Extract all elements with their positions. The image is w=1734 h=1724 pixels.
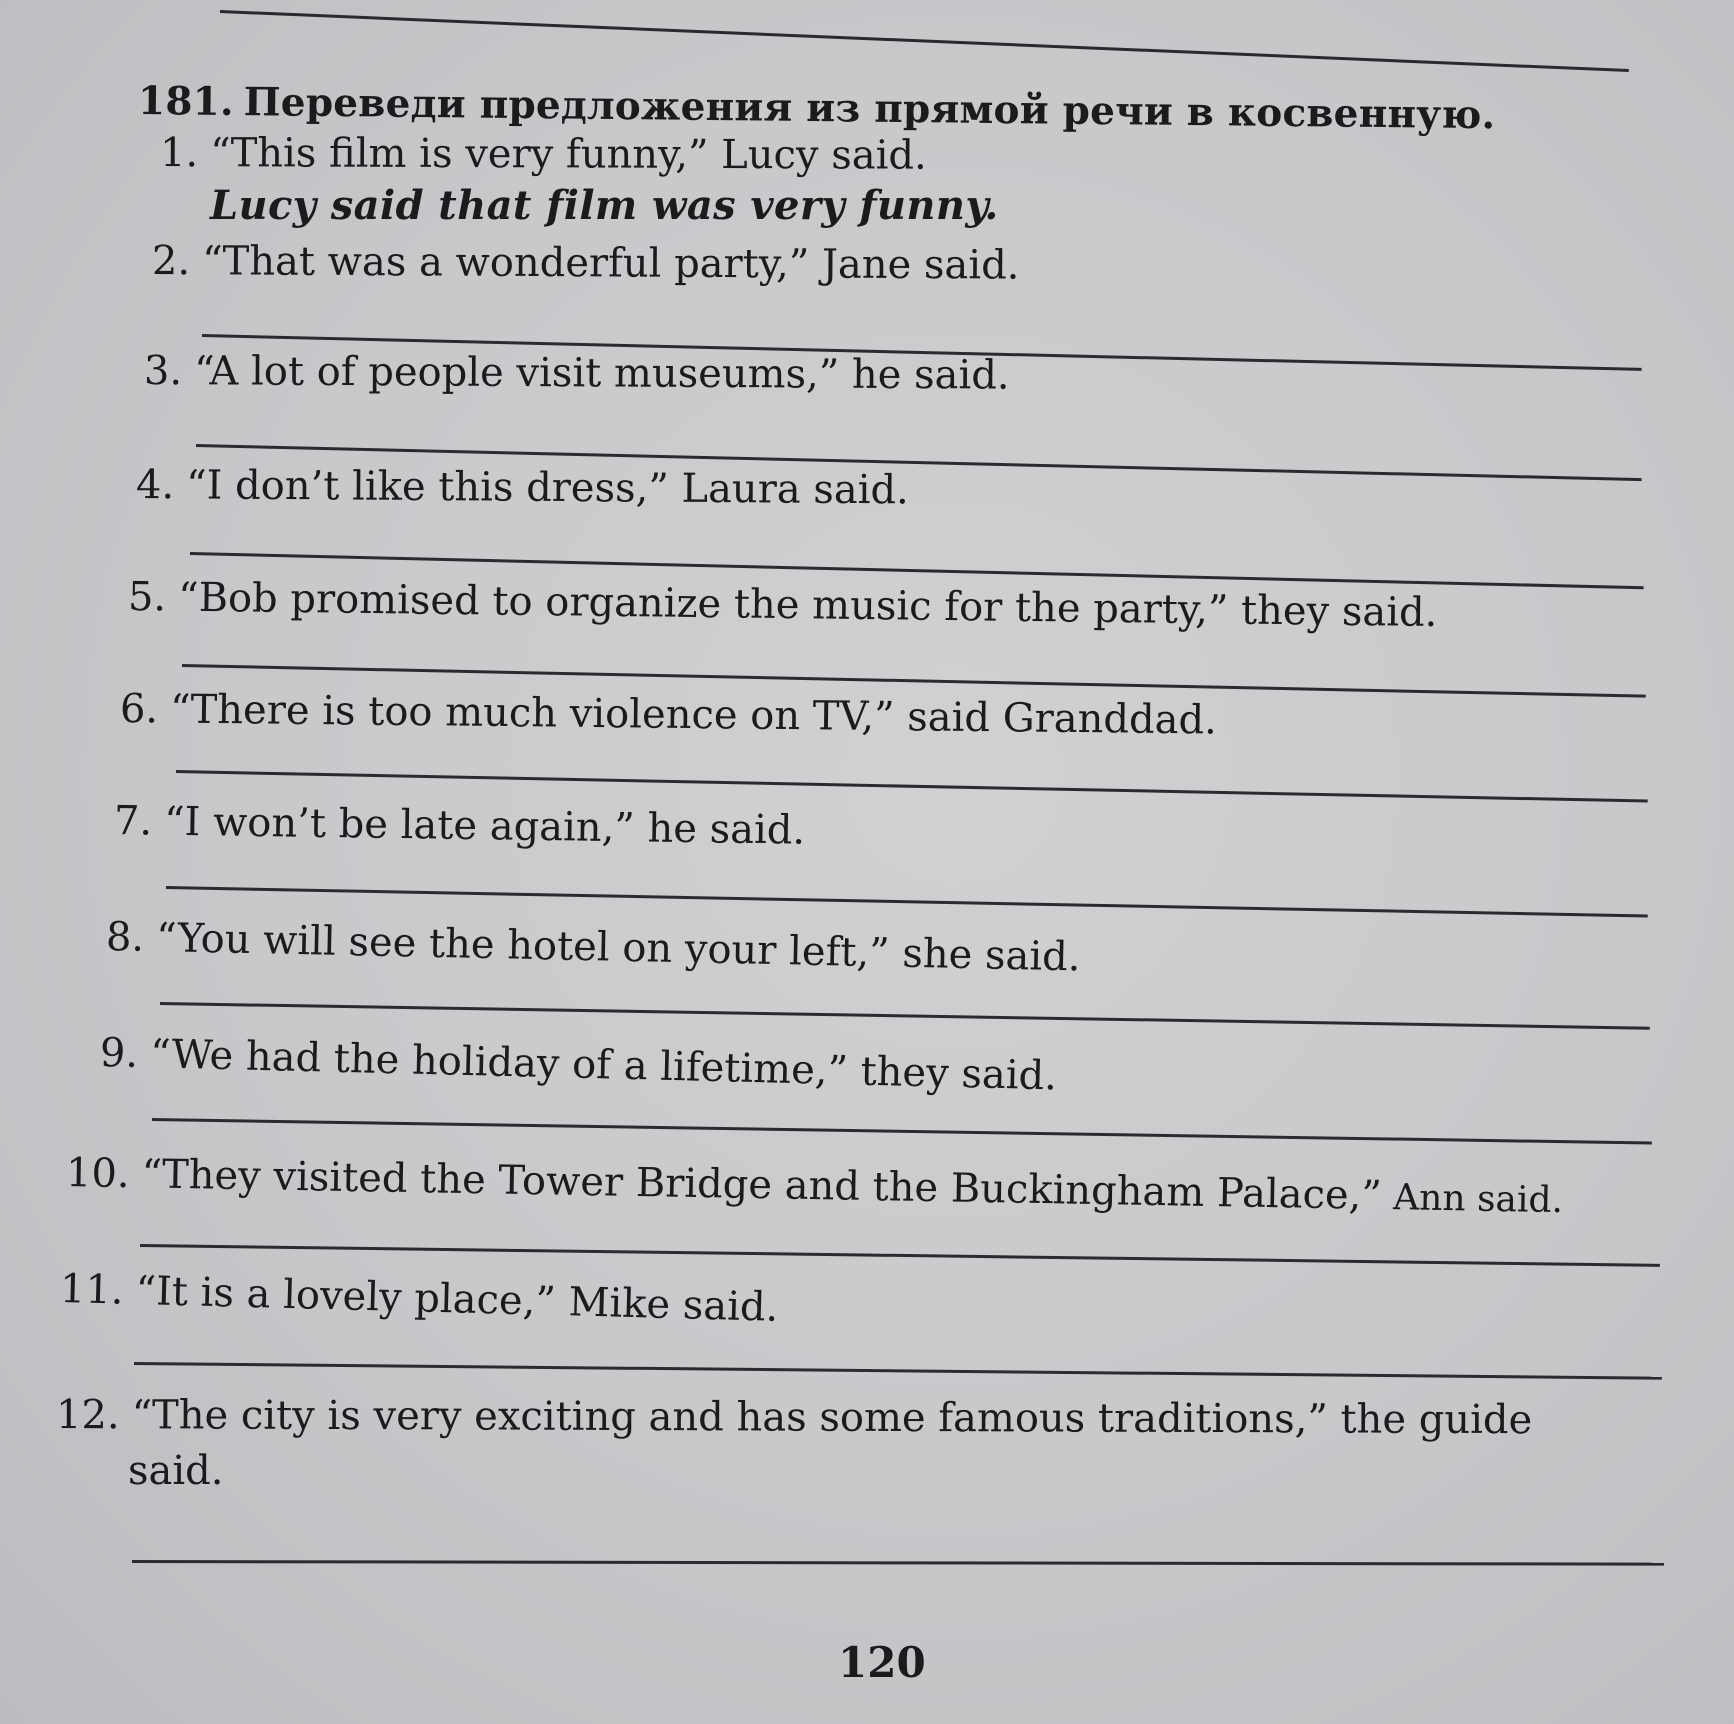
item-text: “They visited the Tower Bridge and the Buckingham Palace,” <box>141 1151 1383 1219</box>
sentence-item <box>114 798 806 854</box>
item-text: “That was a wonderful party,” Jane said. <box>202 238 1020 289</box>
item-number: 9. <box>99 1030 139 1077</box>
sentence-item <box>99 1030 1057 1099</box>
item-text: “It is a lovely place,” Mike said. <box>134 1267 779 1331</box>
exercise-instruction: Переведи предложения из прямой речи в косвенную. <box>243 79 1496 139</box>
sentence-item <box>152 238 1020 289</box>
item-number: 12. <box>55 1392 120 1439</box>
item-number: 4. <box>135 462 175 509</box>
answer-line <box>176 770 1648 803</box>
sentence-item <box>56 1392 1532 1443</box>
answer-line <box>166 886 1648 917</box>
item-text: “We had the holiday of a lifetime,” they said. <box>149 1031 1058 1100</box>
answer-line <box>132 1560 1664 1566</box>
page-number: 120 <box>838 1638 926 1687</box>
exercise-heading <box>138 78 1496 138</box>
example-answer: Lucy said that film was very funny. <box>210 182 999 229</box>
item-number: 8. <box>105 914 145 961</box>
item-text: “There is too much violence on TV,” said Granddad. <box>169 686 1218 744</box>
item-tail-text: Ann said. <box>1381 1176 1564 1222</box>
item-number: 2. <box>151 238 191 285</box>
answer-line <box>140 1244 1660 1267</box>
item-text: “You will see the hotel on your left,” she said. <box>155 915 1081 981</box>
item-number: 6. <box>119 686 159 733</box>
item-number: 3. <box>143 348 183 395</box>
item-number: 10. <box>65 1150 131 1198</box>
item-number: 7. <box>113 798 153 845</box>
item-number: 11. <box>59 1266 125 1314</box>
top-answer-line <box>220 10 1629 72</box>
item-continuation: said. <box>128 1448 224 1494</box>
item-text: “A lot of people visit museums,” he said. <box>194 348 1010 399</box>
sentence-item <box>66 1150 1564 1222</box>
sentence-item <box>128 574 1438 636</box>
answer-line <box>152 1118 1652 1145</box>
item-text: “I don’t like this dress,” Laura said. <box>186 462 910 514</box>
answer-line <box>160 1002 1650 1030</box>
exercise-number: 181. <box>137 78 235 126</box>
answer-line <box>134 1362 1662 1380</box>
item-number: 1. <box>159 130 199 177</box>
item-number: 5. <box>127 574 167 621</box>
sentence-item <box>59 1266 779 1331</box>
item-text: “I won’t be late again,” he said. <box>163 798 806 854</box>
sentence-item <box>136 462 909 513</box>
sentence-item <box>160 130 927 179</box>
sentence-item <box>120 686 1217 743</box>
item-text: “Bob promised to organize the music for the party,” they said. <box>177 574 1438 636</box>
sentence-item <box>144 348 1010 399</box>
item-text: “This film is very funny,” Lucy said. <box>210 130 927 179</box>
sentence-item <box>106 914 1081 980</box>
item-text: “The city is very exciting and has some famous traditions,” the guide <box>131 1392 1533 1444</box>
